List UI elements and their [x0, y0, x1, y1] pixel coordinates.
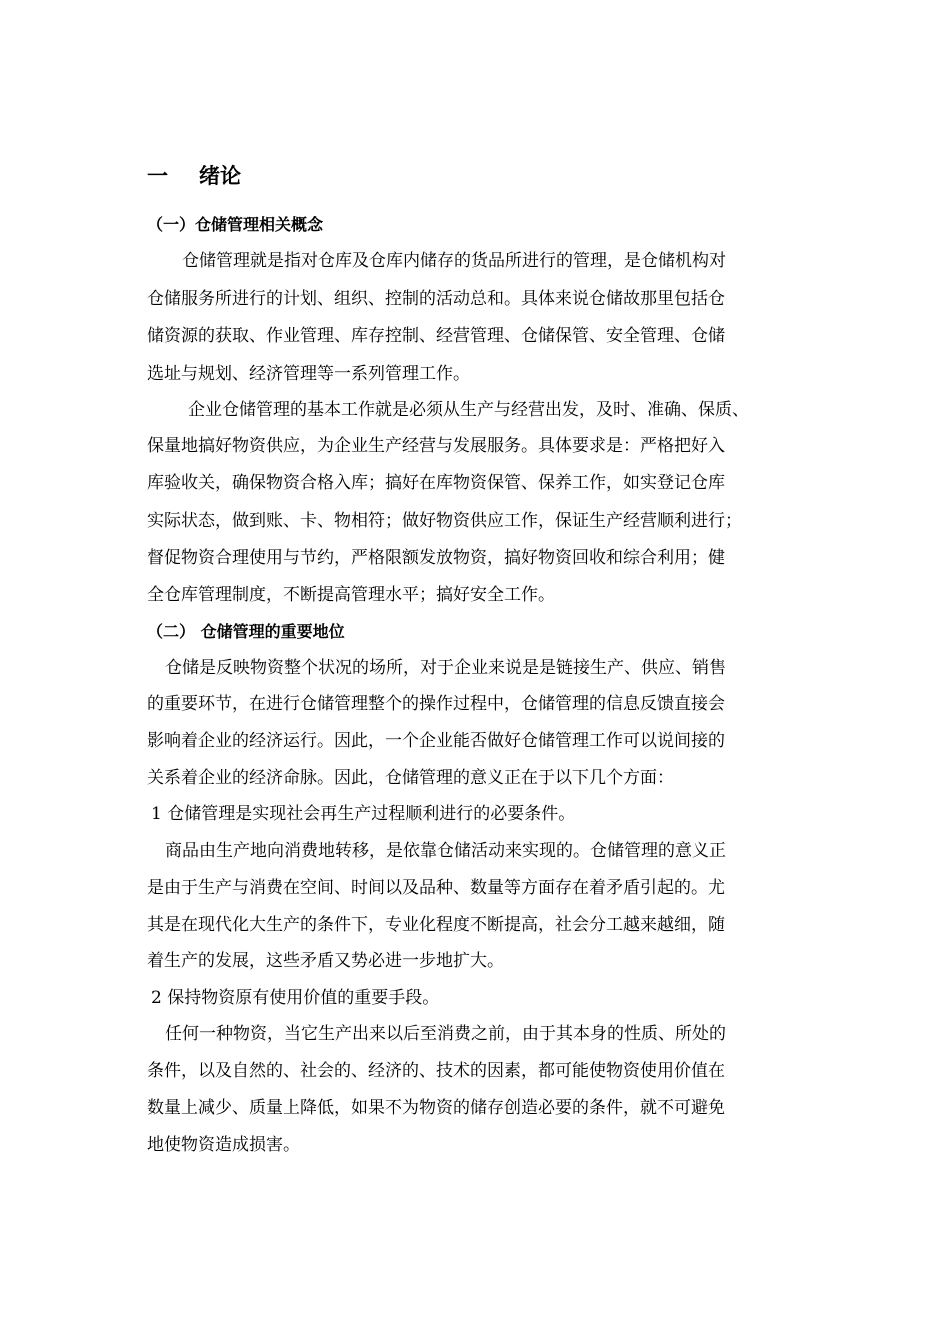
- paragraph-line: 地使物资造成损害。: [147, 1135, 300, 1155]
- paragraph-line: 是由于生产与消费在空间、时间以及品种、数量等方面存在着矛盾引起的。尤: [147, 878, 725, 898]
- paragraph-line: 全仓库管理制度，不断提高管理水平；搞好安全工作。: [147, 585, 555, 605]
- chapter-title: [147, 160, 241, 192]
- paragraph-line: 的重要环节，在进行仓储管理整个的操作过程中，仓储管理的信息反馈直接会: [147, 694, 725, 714]
- paragraph-line: 其是在现代化大生产的条件下，专业化程度不断提高，社会分工越来越细，随: [147, 915, 725, 935]
- paragraph-line: 仓储管理就是指对仓库及仓库内储存的货品所进行的管理，是仓储机构对: [182, 251, 726, 271]
- paragraph-line: 储资源的获取、作业管理、库存控制、经营管理、仓储保管、安全管理、仓储: [147, 326, 725, 346]
- numbered-point: 1 仓储管理是实现社会再生产过程顺利进行的必要条件。: [151, 804, 576, 824]
- paragraph-line: 仓储是反映物资整个状况的场所，对于企业来说是是链接生产、供应、销售: [165, 658, 726, 678]
- paragraph-line: 企业仓储管理的基本工作就是必须从生产与经营出发，及时、准确、保质、: [188, 400, 749, 420]
- paragraph-line: 任何一种物资，当它生产出来以后至消费之前，由于其本身的性质、所处的: [165, 1024, 726, 1044]
- paragraph-line: 督促物资合理使用与节约，严格限额发放物资，搞好物资回收和综合利用；健: [147, 548, 725, 568]
- numbered-point: 2 保持物资原有使用价值的重要手段。: [151, 988, 440, 1008]
- chapter-heading: 绪论: [199, 163, 241, 188]
- paragraph-line: 实际状态，做到账、卡、物相符；做好物资供应工作，保证生产经营顺利进行；: [147, 511, 742, 531]
- paragraph-line: 着生产的发展，这些矛盾又势必进一步地扩大。: [147, 951, 504, 971]
- paragraph-line: 数量上减少、质量上降低，如果不为物资的储存创造必要的条件，就不可避免: [147, 1098, 725, 1118]
- paragraph-line: 库验收关，确保物资合格入库；搞好在库物资保管、保养工作，如实登记仓库: [147, 473, 725, 493]
- chapter-number: 一: [147, 163, 168, 188]
- paragraph-line: 影响着企业的经济运行。因此，一个企业能否做好仓储管理工作可以说间接的: [147, 731, 725, 751]
- section-heading: （二） 仓储管理的重要地位: [147, 622, 345, 641]
- paragraph-line: 保量地搞好物资供应，为企业生产经营与发展服务。具体要求是：严格把好入: [147, 436, 725, 456]
- paragraph-line: 条件，以及自然的、社会的、经济的、技术的因素，都可能使物资使用价值在: [147, 1061, 725, 1081]
- paragraph-line: 关系着企业的经济命脉。因此，仓储管理的意义正在于以下几个方面：: [147, 768, 674, 788]
- paragraph-line: 仓储服务所进行的计划、组织、控制的活动总和。具体来说仓储故那里包括仓: [147, 289, 725, 309]
- paragraph-line: 选址与规划、经济管理等一系列管理工作。: [147, 364, 470, 384]
- section-heading: （一）仓储管理相关概念: [147, 215, 324, 234]
- paragraph-line: 商品由生产地向消费地转移，是依靠仓储活动来实现的。仓储管理的意义正: [165, 841, 726, 861]
